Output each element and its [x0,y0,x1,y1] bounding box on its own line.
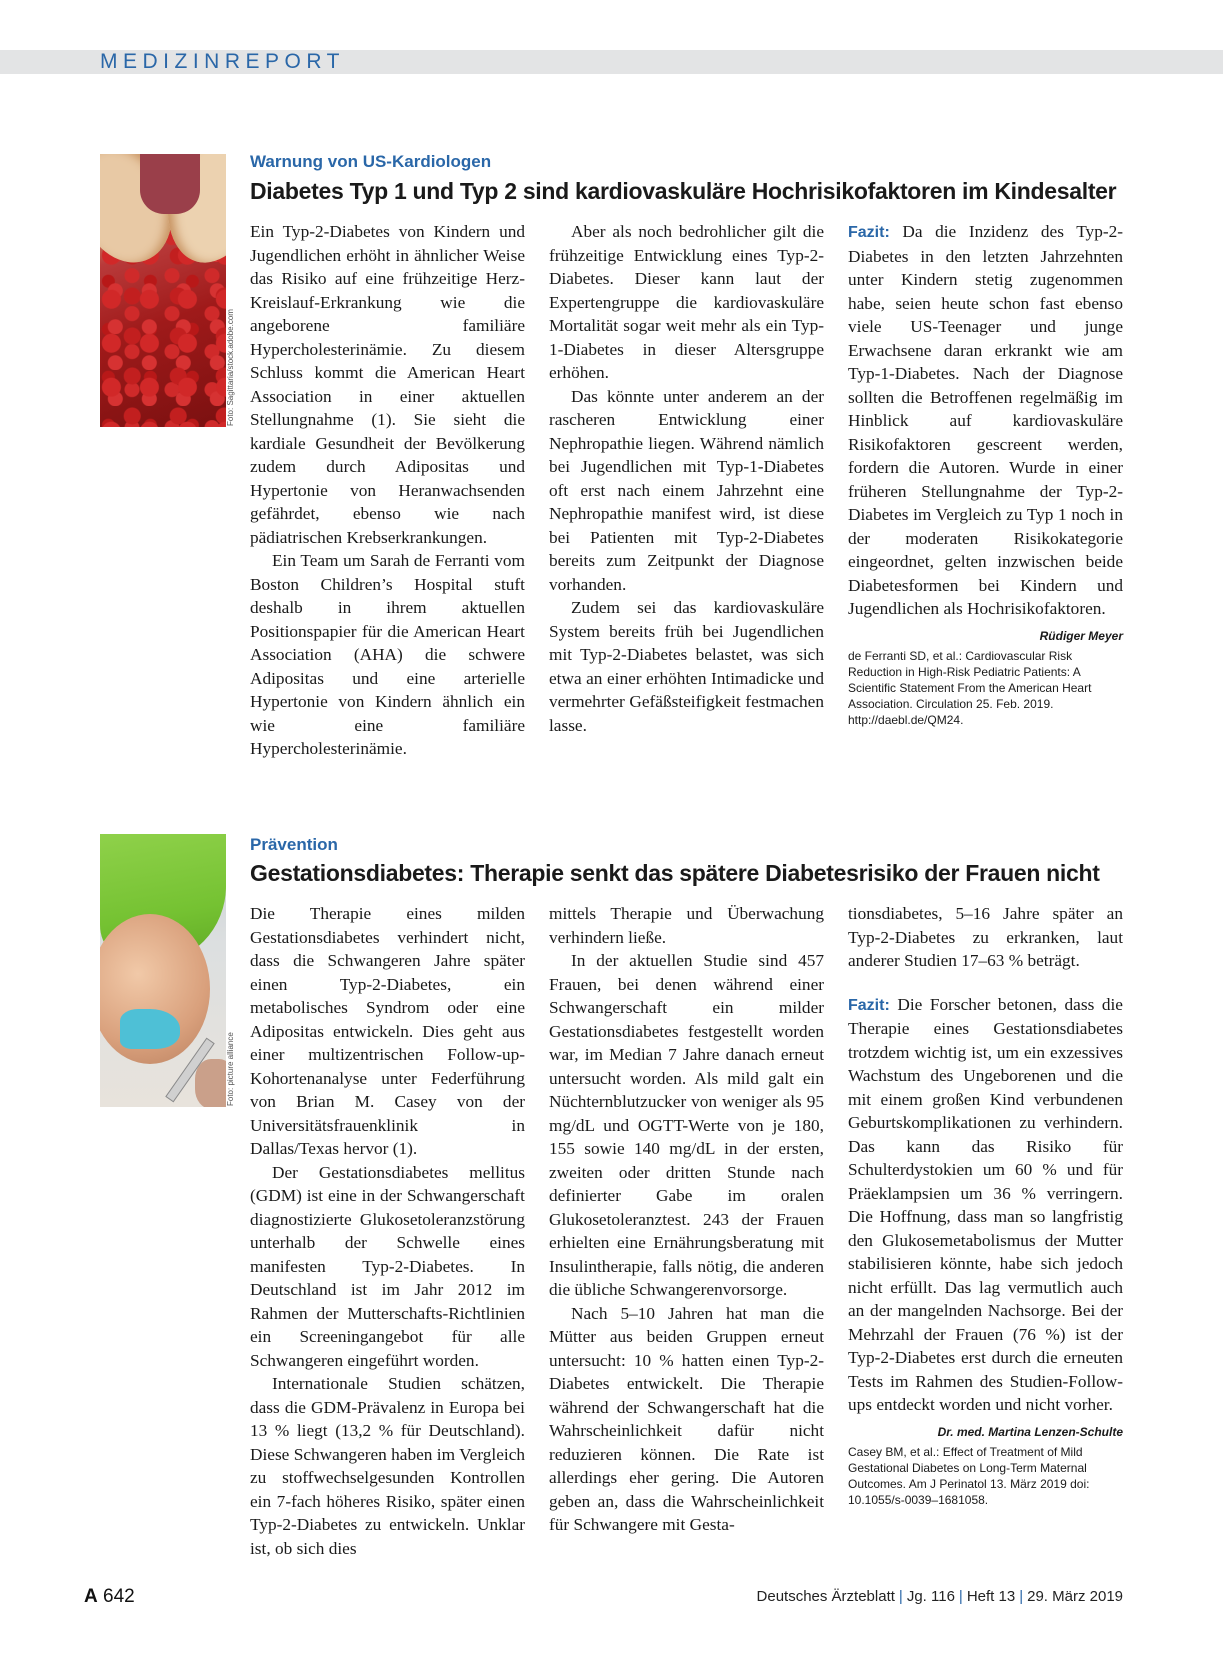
fazit-text: Die Forscher betonen, dass die Therapie eines Gestationsdiabetes trotzdem wichtig ist, um ein exzessives Wachstum des Ungeborenen und die mit einem großen Kind verbundenen Geburtskomplikationen zu verhindern. Das kann das Risiko für Schulterdystokien um 60 % und für Präeklampsien um 36 % verringern. Die Hoffnung, dass man so langfristig den Glukosemetabolismus der Mutter stabilisieren könnte, habe sich jedoch nicht erfüllt. Das lag vermutlich auch an der mangelnden Nachsorge. Bei der Mehrzahl der Frauen (76 %) ist der Typ-2-Diabetes erst durch die erneuten Tests im Rahmen des Studien-Follow-ups entdeckt worden und nicht vorher. [848,994,1123,1414]
article2-kicker: Prävention [250,835,338,854]
article1-column-3 [848,220,1123,728]
paragraph: Ein Team um Sarah de Ferranti vom Boston Children’s Hospital stuft deshalb in ihrem aktuellen Positionspapier für die American Heart Association (AHA) die schwere Adipositas und eine arterielle Hypertonie von Kindern ähnlich ein wie eine familiäre Hypercholesterinämie. [250,551,525,758]
author: Dr. med. Martina Lenzen-Schulte [937,1424,1123,1439]
article2-column-1 [250,902,525,1560]
paragraph: Ein Typ-2-Diabetes von Kindern und Jugendlichen erhöht in ähnlicher Weise das Risiko auf eine frühzeitige Herz-Kreislauf-Erkrankung wie die angeborene familiäre Hypercholesterinämie. Zu diesem Schluss kommt die American Heart Association in einer aktuellen Stellungnahme (1). Sie sieht die kardiale Gesundheit der Bevölkerung zudem durch Adipositas und Hypertonie von Heranwachsenden gefährdet, ebenso wie nach pädiatrischen Krebserkrankungen. [250,222,525,547]
section-label: MEDIZINREPORT [100,50,345,73]
issue: Heft 13 [966,1588,1016,1605]
paragraph: Das könnte unter anderem an der rascheren Entwicklung einer Nephropathie liegen. Während nämlich bei Jugendlichen mit Typ-1-Diabetes oft erst nach einem Jahrzehnt eine Nephropathie manifest wird, ist diese bei Patienten mit Typ-2-Diabetes bereits zum Zeitpunkt der Diagnose vorhanden. [549,386,824,594]
hand [195,1059,226,1107]
journal-footer [757,1588,1123,1605]
paragraph: Der Gestationsdiabetes mellitus (GDM) ist eine in der Schwangerschaft diagnostizierte Glukosetoleranzstörung unterhalb der Schwelle eines manifesten Typ-2-Diabetes. In Deutschland ist im Jahr 2012 im Rahmen der Mutterschafts-Richtlinien ein Screeningangebot für alle Schwangeren eingeführt worden. [250,1162,525,1370]
blood-vessel-photo [100,154,226,427]
separator: | [898,1588,903,1605]
article1-kicker: Warnung von US-Kardiologen [250,152,492,171]
paragraph: In der aktuellen Studie sind 457 Frauen, bei denen während einer Schwangerschaft ein milder Gestationsdiabetes festgestellt worden war, im Median 7 Jahre danach erneut untersucht worden. Als mild galt ein Nüchternblutzucker von weniger als 95 mg/dL und OGTT-Werte von je 180, 155 sowie 140 mg/dL in der ersten, zweiten oder dritten Stunde nach definierter Gabe im oralen Glukosetoleranztest. 243 der Frauen erhielten eine Ernährungsberatung mit Insulintherapie, falls nötig, die anderen die übliche Schwangerenvorsorge. [549,951,824,1299]
journal-name: Deutsches Ärzteblatt [756,1588,895,1605]
article1-column-2 [549,220,824,737]
page-number-value: 642 [103,1586,135,1607]
fazit-paragraph [848,993,1123,1439]
page-prefix: A [84,1586,98,1607]
paragraph: tionsdiabetes, 5–16 Jahre später an Typ-2-Diabetes zu erkranken, laut anderer Studien 17–63 % beträgt. [848,904,1123,970]
separator: | [1019,1588,1024,1605]
author: Rüdiger Meyer [1039,628,1123,643]
fazit-paragraph [848,220,1123,643]
paragraph: Nach 5–10 Jahren hat man die Mütter aus beiden Gruppen erneut untersucht: 10 % hatten einen Typ-2-Diabetes entwickelt. Die Therapie während der Schwangerschaft hat die Wahrscheinlichkeit dafür nicht reduzieren können. Die Rate ist allerdings eher gering. Die Autoren geben an, dass die Wahrscheinlichkeit für Schwangere mit Gesta- [549,1303,824,1534]
date: 29. März 2019 [1027,1588,1123,1605]
paragraph: Die Therapie eines milden Gestationsdiabetes verhindert nicht, dass die Schwangeren Jahre später einen Typ-2-Diabetes, ein metabolisches Syndrom oder eine Adipositas entwickeln. Dies geht aus einer multizentrischen Follow-up-Kohortenanalyse unter Federführung von Brian M. Casey von der Universitätsfrauenklinik in Dallas/Texas hervor (1). [250,904,525,1158]
volume: Jg. 116 [906,1588,955,1605]
reference: Casey BM, et al.: Effect of Treatment of Mild Gestational Diabetes on Long-Term Maternal Outcomes. Am J Perinatol 13. März 2019 doi: 10.1055/s-0039–1681058. [848,1445,1090,1507]
paragraph: mittels Therapie und Überwachung verhindern ließe. [549,904,824,947]
fazit-label: Fazit: [848,996,890,1014]
fazit-label: Fazit: [848,224,890,241]
shorts [120,1009,180,1049]
article2-headline: Gestationsdiabetes: Therapie senkt das spätere Diabetesrisiko der Frauen nicht [250,860,1100,886]
reference: de Ferranti SD, et al.: Cardiovascular Risk Reduction in High-Risk Pediatric Patients: A Scientific Statement From the American Heart Association. Circulation 25. Feb. 2019. http://daebl.de/QM24. [848,649,1092,727]
article1-headline: Diabetes Typ 1 und Typ 2 sind kardiovaskuläre Hochrisikofaktoren im Kindesalter [250,178,1117,204]
article2-column-3 [848,902,1123,1508]
photo-credit: Foto: Sagittaria/stock.adobe.com [226,309,235,426]
paragraph: Aber als noch bedrohlicher gilt die frühzeitige Entwicklung eines Typ-2-Diabetes. Dieser kann laut der Expertengruppe die kardiovaskuläre Mortalität sogar weit mehr als ein Typ-1-Diabetes in dieser Altersgruppe erhöhen. [549,222,824,382]
paragraph: Zudem sei das kardiovaskuläre System bereits früh bei Jugendlichen mit Typ-2-Diabetes belastet, was sich etwa an einer erhöhten Intimadicke und vermehrter Gefäßsteifigkeit festmachen lasse. [549,598,824,735]
paragraph: Internationale Studien schätzen, dass die GDM-Prävalenz in Europa bei 13 % liegt (13,2 % für Deutschland). Diese Schwangeren haben im Vergleich zu stoffwechselgesunden Kontrollen ein 7-fach höheres Risiko, später einen Typ-2-Diabetes zu entwickeln. Unklar ist, ob sich dies [250,1374,525,1558]
injection-photo [100,834,226,1107]
page-number [84,1586,135,1608]
fazit-text: Da die Inzidenz des Typ-2-Diabetes in den letzten Jahrzehnten unter Kindern stetig zugenommen habe, seien heute schon fast ebenso viele US-Teenager und junge Erwachsene daran erkrankt wie am Typ-1-Diabetes. Nach der Diagnose sollten die Betroffenen regelmäßig im Hinblick auf kardiovaskuläre Risikofaktoren gescreent werden, fordern die Autoren. Wurde in einer früheren Stellungnahme der Typ-2-Diabetes im Vergleich zu Typ 1 noch in der moderaten Risikokategorie eingeordnet, gelten inzwischen beide Diabetesformen bei Kindern und Jugendlichen als Hochrisikofaktoren. [848,222,1123,618]
article2-column-2 [549,902,824,1537]
photo-credit: Foto: picture alliance [226,1032,235,1106]
vessel-lumen [140,154,200,214]
separator: | [958,1588,963,1605]
article1-column-1 [250,220,525,761]
